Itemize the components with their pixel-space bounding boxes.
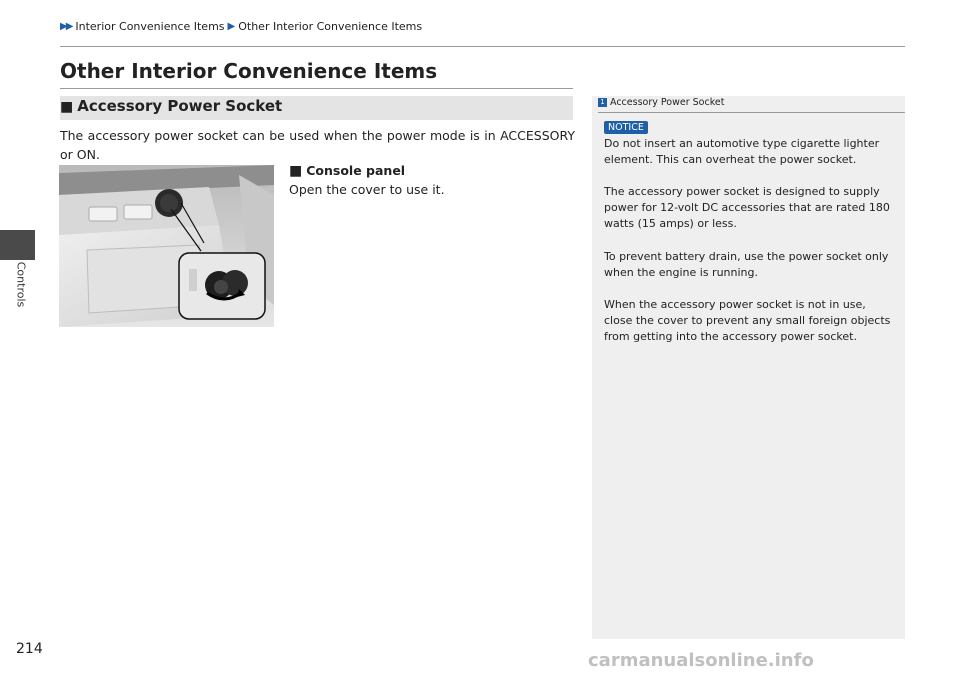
breadcrumb-level1[interactable]: Interior Convenience Items <box>75 20 225 33</box>
watermark: carmanualsonline.info <box>588 650 814 671</box>
subheading <box>289 163 405 179</box>
page-number: 214 <box>16 641 43 657</box>
square-bullet-icon: ■ <box>60 99 74 115</box>
reference-marker-icon: 1 <box>598 98 607 107</box>
sidebar-paragraph: To prevent battery drain, use the power socket only when the engine is running. <box>604 250 889 280</box>
arrow-right-icon: ▶ <box>227 21 236 32</box>
subheading-text: Console panel <box>306 163 406 178</box>
sidebar-paragraph: When the accessory power socket is not in use, close the cover to prevent any small foreign objects from getting into the accessory power socket. <box>604 298 891 344</box>
instruction-text: Open the cover to use it. <box>289 182 445 197</box>
double-arrow-icon: ▶▶ <box>60 21 72 32</box>
section-title-text: Accessory Power Socket <box>77 97 283 115</box>
chapter-label: Controls <box>14 261 28 308</box>
sidebar-paragraph: The accessory power socket is designed to supply power for 12-volt DC accessories that are rated 180 watts (15 amps) or less. <box>604 185 890 231</box>
notice-badge: NOTICE <box>604 121 648 134</box>
breadcrumb-level2[interactable]: Other Interior Convenience Items <box>238 20 423 33</box>
section-body-text: The accessory power socket can be used when the power mode is in ACCESSORY or ON. <box>60 128 575 162</box>
section-heading <box>60 97 282 115</box>
console-illustration-svg <box>59 165 274 327</box>
page-title: Other Interior Convenience Items <box>60 59 438 83</box>
sidebar-notes-panel <box>592 96 905 639</box>
sidebar-header-text: Accessory Power Socket <box>610 97 725 108</box>
header-divider <box>60 46 905 47</box>
title-divider <box>60 88 573 89</box>
sidebar-divider <box>598 112 905 113</box>
sidebar-paragraph: Do not insert an automotive type cigarette lighter element. This can overheat the power socket. <box>604 137 880 167</box>
square-bullet-icon: ■ <box>289 163 303 179</box>
sidebar-header <box>598 97 724 108</box>
console-panel-illustration <box>59 165 274 327</box>
breadcrumb <box>60 20 422 33</box>
